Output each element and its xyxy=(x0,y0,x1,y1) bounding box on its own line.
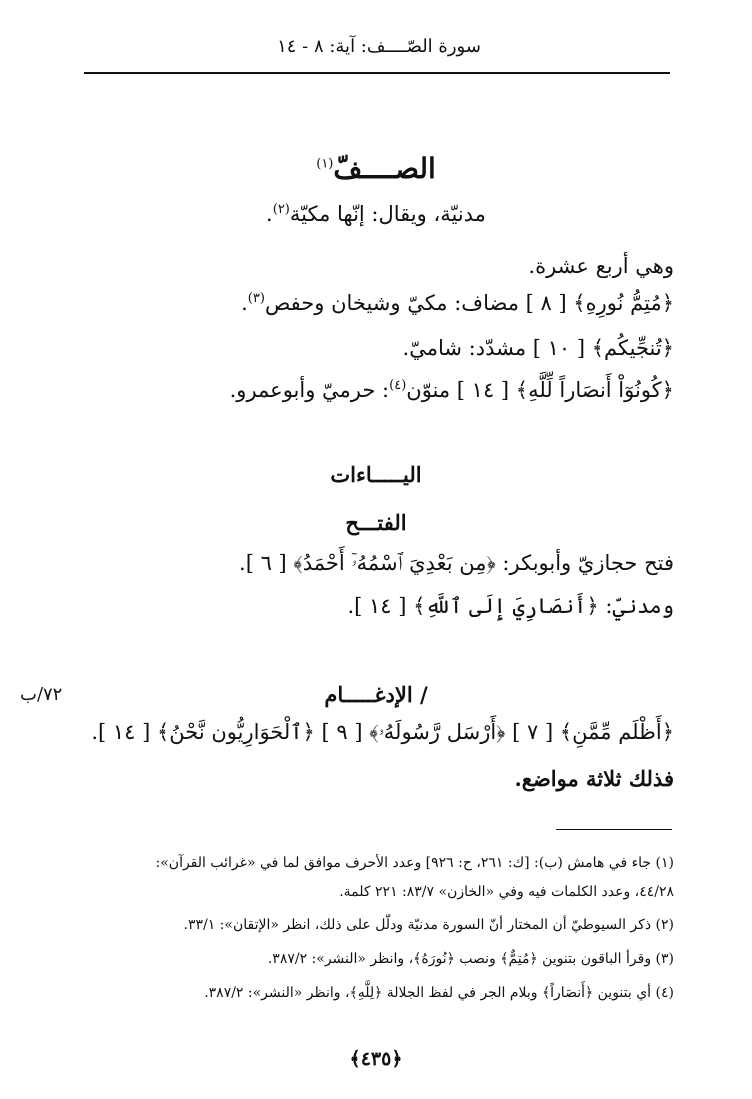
footnote-ref-4: (٤) xyxy=(389,378,407,393)
footnote-rule xyxy=(556,829,672,830)
surah-subtitle xyxy=(0,202,752,226)
footnote-ref-3: (٣) xyxy=(247,291,265,306)
verse-count: وهي أربع عشرة. xyxy=(528,254,674,278)
section-heading-yaat: اليـــــاءات xyxy=(330,462,422,487)
subsection-heading-fath: الفتـــح xyxy=(345,510,407,535)
surah-title-text: الصــــفّ xyxy=(333,152,436,185)
manuscript-folio-ref: ٧٢/ب xyxy=(20,684,63,705)
idgham-line-1: ﴿أَظْلَم مِّمَّنِ﴾ [ ٧ ] ﴿أَرْسَل رَّسُولَهُۥ﴾ [ ٩ ] ﴿ٱلْحَوَارِيُّون نَّحْنُ﴾ [ ١٤ ]. xyxy=(91,720,674,744)
footnote-line-1: (١) جاء في هامش (ب): [ك: ٢٦١، ح: ٩٢٦] وعدد الأحرف موافق لما في «غرائب القرآن»: xyxy=(155,855,674,871)
reading-text: ﴿تُنجِّيكُم﴾ [ ١٠ ] مشدّد: شاميّ. xyxy=(402,336,674,360)
reading-text: ﴿كُونُوٓاْ أَنصَاراً لِّلَّهِ﴾ [ ١٤ ] منوّن xyxy=(406,378,674,402)
header-rule xyxy=(84,72,670,74)
reading-line-2 xyxy=(403,336,674,360)
section-heading-idgham: / الإدغـــــام xyxy=(324,682,428,707)
page-number: ﴿٤٣٥﴾ xyxy=(349,1048,403,1070)
footnote-line-3: (٢) ذكر السيوطيّ أن المختار أنّ السورة مدنيّة ودلّل على ذلك، انظر «الإتقان»: ٣٣/١. xyxy=(183,917,674,933)
reading-line-1 xyxy=(241,291,674,315)
footnote-line-2: ٤٤/٢٨، وعدد الكلمات فيه وفي «الخازن» ٨٣/٧: ٢٢١ كلمة. xyxy=(339,884,674,900)
subtitle-text: مدنيّة، ويقال: إنّها مكيّة xyxy=(289,202,486,226)
surah-title xyxy=(0,152,752,185)
footnote-line-5: (٤) أي بتنوين ﴿أَنصَاراً﴾ وبلام الجر في لفظ الجلالة ﴿لِلَّهِ﴾، وانظر «النشر»: ٣٨٧/٢. xyxy=(204,985,674,1001)
footnote-ref-2: (٢) xyxy=(272,202,290,217)
footnote-ref-1: (١) xyxy=(316,156,334,172)
running-head: سورة الصّــــف: آية: ٨ - ١٤ xyxy=(277,36,481,57)
reading-end: : حرميّ وأبوعمرو. xyxy=(229,378,390,402)
subtitle-end: . xyxy=(266,202,273,226)
fath-line-2: ومدنيّ: ﴿أَنصَارِيَ إِلَى ٱللَّهِ﴾ [ ١٤ ]. xyxy=(347,594,674,618)
reading-line-3 xyxy=(230,378,674,402)
footnote-line-4: (٣) وقرأ الباقون بتنوين ﴿مُتِمٌّ﴾ ونصب ﴿نُورَهُ﴾، وانظر «النشر»: ٣٨٧/٢. xyxy=(267,951,674,967)
fath-line-1: فتح حجازيّ وأبوبكر: ﴿مِن بَعْدِيَ ٱسْمُهُۥٓ أَحْمَدُ﴾ [ ٦ ]. xyxy=(239,551,674,575)
idgham-line-2: فذلك ثلاثة مواضع. xyxy=(514,766,674,791)
reading-text: ﴿مُتِمُّ نُورِهِ﴾ [ ٨ ] مضاف: مكيّ وشيخان وحفص xyxy=(264,291,674,315)
reading-end: . xyxy=(241,291,248,315)
